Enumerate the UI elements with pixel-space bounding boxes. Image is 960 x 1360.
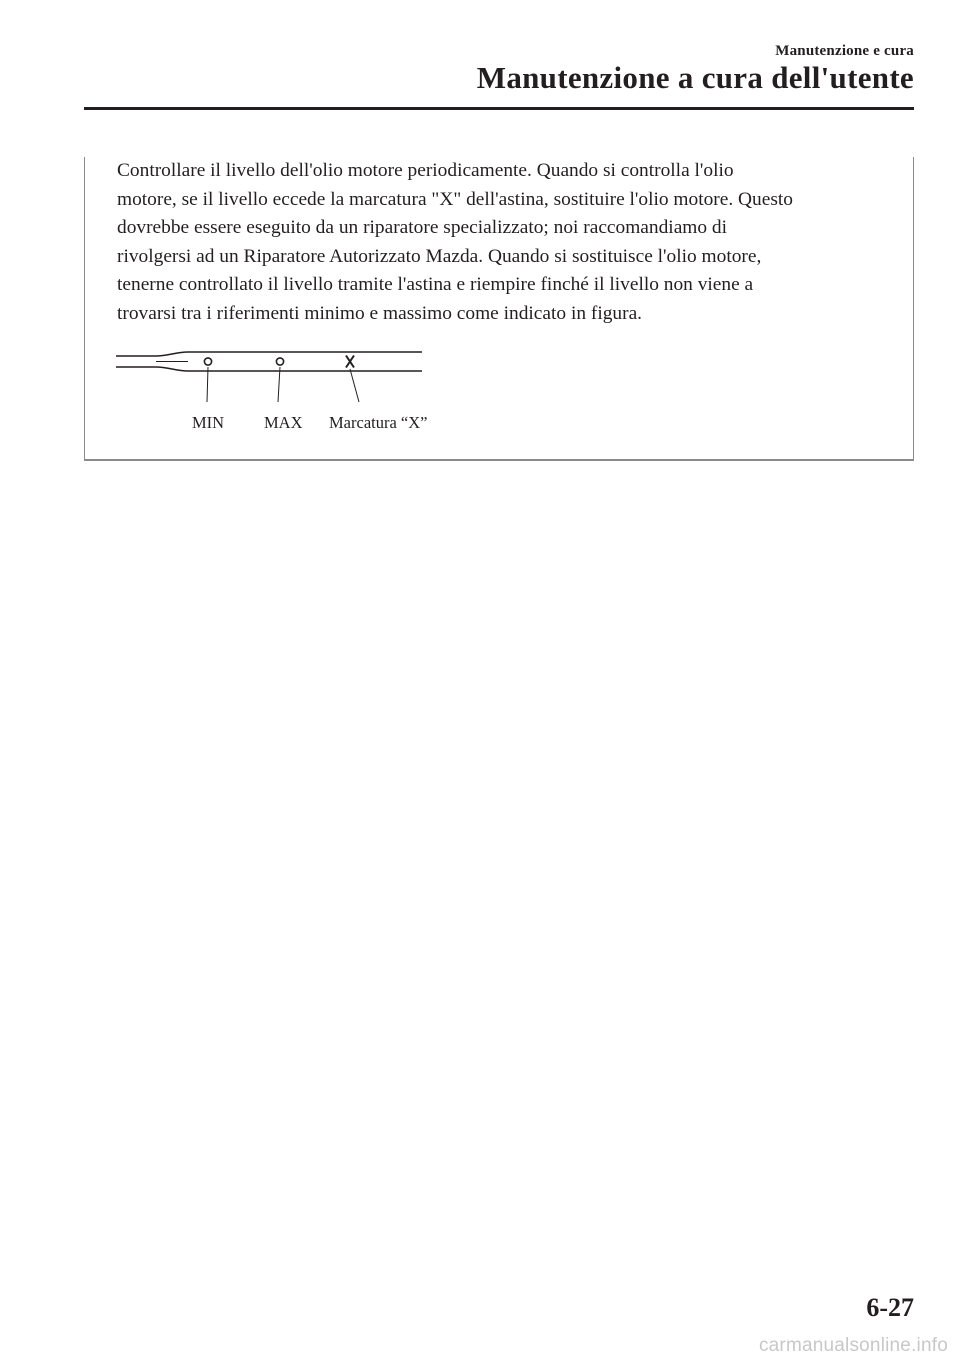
title-rule: [84, 107, 914, 110]
watermark: carmanualsonline.info: [758, 1335, 948, 1356]
max-leader-line: [278, 367, 280, 402]
label-x-mark: Marcatura “X”: [329, 413, 428, 432]
min-leader-line: [207, 367, 208, 402]
body-line: Controllare il livello dell'olio motore periodicamente. Quando si controlla l'olio: [117, 160, 734, 181]
x-mark-icon: [346, 356, 354, 368]
max-mark-icon: [276, 358, 283, 365]
label-min: MIN: [192, 413, 225, 432]
dipstick-lower-edge: [116, 367, 422, 371]
body-paragraph: [117, 157, 907, 329]
body-line: trovarsi tra i riferimenti minimo e massimo come indicato in figura.: [117, 302, 643, 324]
body-line: tenerne controllato il livello tramite l'astina e riempire finché il livello non viene a: [117, 274, 754, 296]
min-mark-icon: [204, 358, 211, 365]
mark-leader-line: [350, 369, 359, 402]
label-max: MAX: [264, 413, 303, 432]
dipstick-upper-edge: [116, 352, 422, 356]
body-line: rivolgersi ad un Riparatore Autorizzato Mazda. Quando si sostituisce l'olio motore,: [117, 245, 762, 267]
dipstick-figure: [110, 340, 440, 440]
body-line: dovrebbe essere eseguito da un riparatore specializzato; noi raccomandiamo di: [117, 217, 728, 239]
dipstick-drawing: [110, 340, 440, 420]
page-number: 6-27: [866, 1293, 914, 1322]
page-title: Manutenzione a cura dell'utente: [476, 60, 914, 95]
body-line: motore, se il livello eccede la marcatura "X" dell'astina, sostituire l'olio motore. Questo: [117, 188, 793, 210]
section-label: Manutenzione e cura: [775, 43, 914, 59]
